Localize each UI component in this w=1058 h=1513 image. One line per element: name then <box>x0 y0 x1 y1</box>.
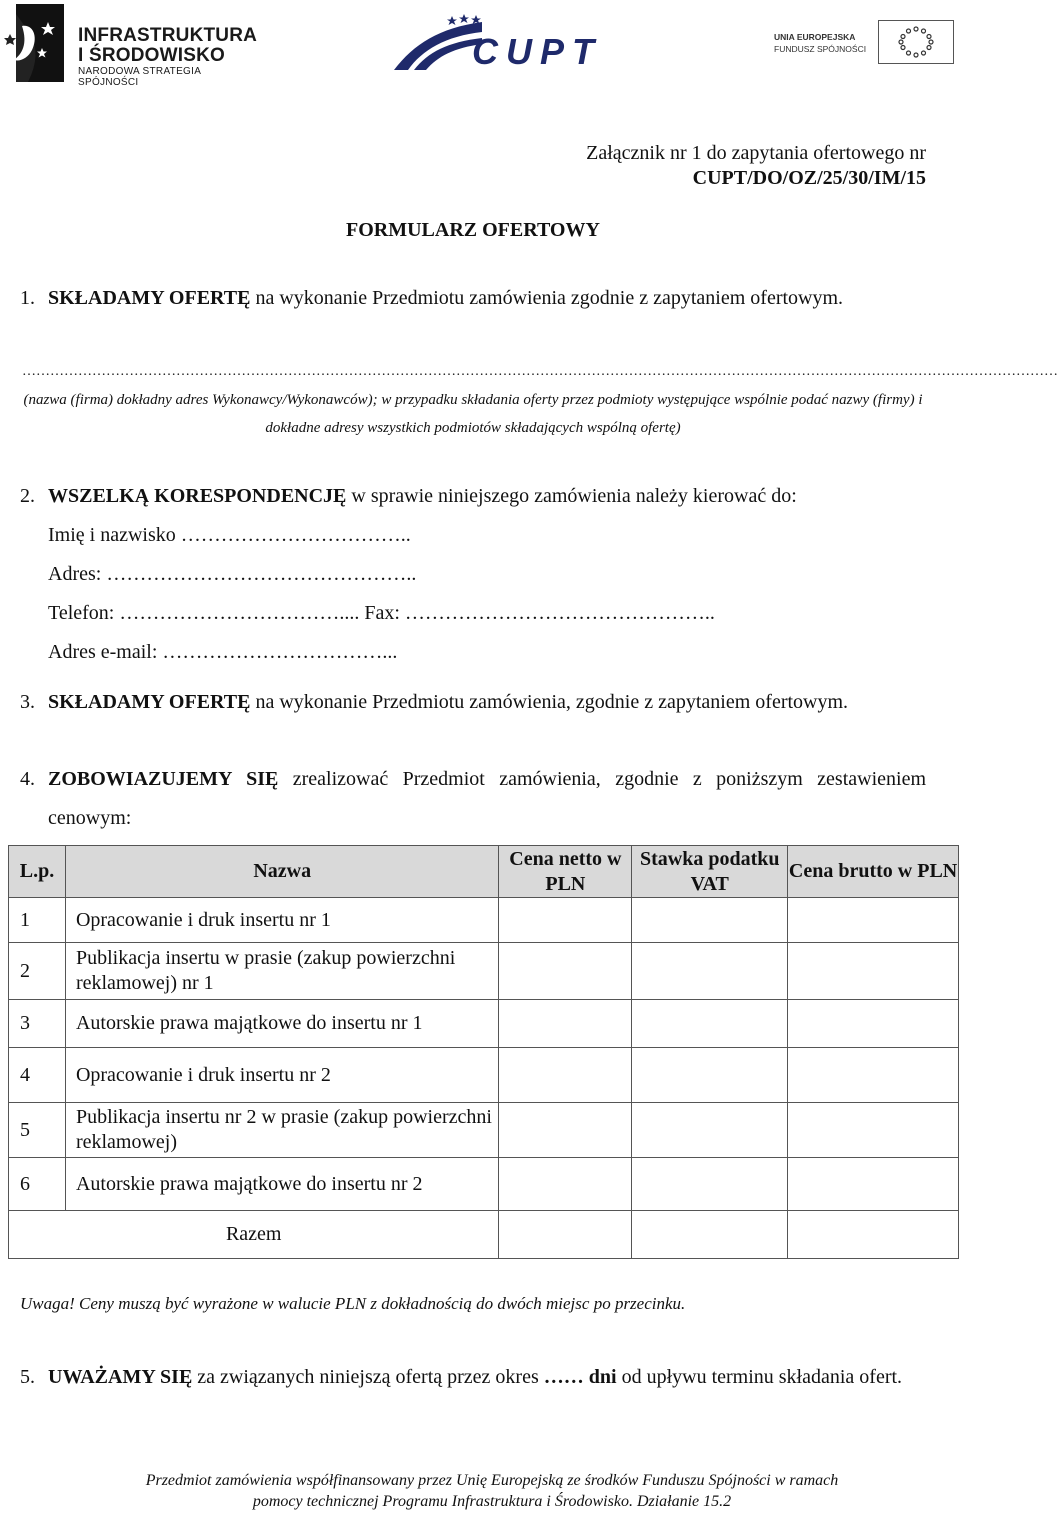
section-3-heading: SKŁADAMY OFERTĘ <box>48 691 251 713</box>
total-net-price-cell[interactable] <box>499 1211 632 1259</box>
attachment-reference-number: CUPT/DO/OZ/25/30/IM/15 <box>692 167 926 189</box>
row-name: Publikacja insertu nr 2 w prasie (zakup powierzchni reklamowej) <box>65 1103 498 1158</box>
section-5-text-1: za związanych niniejszą ofertą przez okres <box>192 1366 544 1388</box>
eu-logo <box>770 20 956 66</box>
section-1-text: na wykonanie Przedmiotu zamówienia zgodnie z zapytaniem ofertowym. <box>250 287 844 309</box>
total-vat-rate-cell[interactable] <box>632 1211 788 1259</box>
section-4-number: 4. <box>20 768 35 790</box>
total-label: Razem <box>9 1211 499 1259</box>
email-field[interactable]: Adres e-mail: ……………………………... <box>48 641 398 663</box>
eu-flag-icon <box>878 20 954 64</box>
validity-days-field[interactable]: …… dni <box>543 1366 617 1388</box>
header-vat-rate: Stawka podatku VAT <box>632 846 788 898</box>
header-gross-price: Cena brutto w PLN <box>788 846 959 898</box>
attachment-line1: Załącznik nr 1 do zapytania ofertowego nr <box>586 142 926 164</box>
section-4 <box>20 760 926 838</box>
vat-rate-cell[interactable] <box>632 943 788 1000</box>
cupt-logo-text: CUPT <box>472 31 602 72</box>
price-table-header-row <box>9 846 959 898</box>
section-5-heading: UWAŻAMY SIĘ <box>48 1366 193 1388</box>
price-table <box>8 845 959 1259</box>
footer-line2: pomocy technicznej Programu Infrastruktura i Środowisko. Działanie 15.2 <box>252 1493 732 1510</box>
row-name: Publikacja insertu w prasie (zakup powierzchni reklamowej) nr 1 <box>65 943 498 1000</box>
net-price-cell[interactable] <box>499 1048 632 1103</box>
cupt-swoosh-icon <box>394 14 484 72</box>
vat-rate-cell[interactable] <box>632 1000 788 1048</box>
price-currency-warning: Uwaga! Ceny muszą być wyrażone w walucie PLN z dokładnością do dwóch miejsc po przecinku. <box>20 1294 686 1313</box>
section-3-number: 3. <box>20 691 35 713</box>
attachment-reference <box>586 141 926 191</box>
section-1 <box>20 279 926 318</box>
bidder-name-fill-line[interactable]: …………………………………………………………………………………………………………………………………………………………………………………………………… <box>22 364 1058 379</box>
address-field[interactable]: Adres: ……………………………………….. <box>48 563 417 585</box>
infrastruktura-logo-line3: NARODOWA STRATEGIA SPÓJNOŚCI <box>78 66 201 88</box>
infrastruktura-logo-line1: INFRASTRUKTURA <box>78 25 258 46</box>
header-lp: L.p. <box>9 846 66 898</box>
table-row <box>9 1000 959 1048</box>
row-name: Opracowanie i druk insertu nr 1 <box>65 898 498 943</box>
section-2-text: w sprawie niniejszego zamówienia należy kierować do: <box>346 485 797 507</box>
section-1-number: 1. <box>20 287 35 309</box>
gross-price-cell[interactable] <box>788 1103 959 1158</box>
row-number: 5 <box>9 1103 66 1158</box>
row-number: 6 <box>9 1158 66 1211</box>
vat-rate-cell[interactable] <box>632 898 788 943</box>
section-5-text-2: od upływu terminu składania ofert. <box>616 1366 903 1388</box>
gross-price-cell[interactable] <box>788 943 959 1000</box>
row-number: 4 <box>9 1048 66 1103</box>
eu-logo-line1: UNIA EUROPEJSKA <box>774 32 856 42</box>
section-1-heading: SKŁADAMY OFERTĘ <box>48 287 251 309</box>
table-row <box>9 898 959 943</box>
section-2-heading: WSZELKĄ KORESPONDENCJĘ <box>48 485 347 507</box>
infrastruktura-logo-line2: I ŚRODOWISKO <box>78 45 226 66</box>
table-total-row <box>9 1211 959 1259</box>
row-name: Opracowanie i druk insertu nr 2 <box>65 1048 498 1103</box>
gross-price-cell[interactable] <box>788 898 959 943</box>
form-title: FORMULARZ OFERTOWY <box>346 219 600 241</box>
net-price-cell[interactable] <box>499 943 632 1000</box>
row-number: 3 <box>9 1000 66 1048</box>
vat-rate-cell[interactable] <box>632 1158 788 1211</box>
section-4-heading: ZOBOWIAZUJEMY SIĘ <box>48 768 279 790</box>
table-row <box>9 1103 959 1158</box>
vat-rate-cell[interactable] <box>632 1103 788 1158</box>
row-name: Autorskie prawa majątkowe do insertu nr 1 <box>65 1000 498 1048</box>
row-number: 2 <box>9 943 66 1000</box>
table-row <box>9 943 959 1000</box>
header-name: Nazwa <box>65 846 498 898</box>
section-2-number: 2. <box>20 485 35 507</box>
section-5-number: 5. <box>20 1366 35 1388</box>
gross-price-cell[interactable] <box>788 1000 959 1048</box>
gross-price-cell[interactable] <box>788 1048 959 1103</box>
total-gross-price-cell[interactable] <box>788 1211 959 1259</box>
section-3-text: na wykonanie Przedmiotu zamówienia, zgodnie z zapytaniem ofertowym. <box>250 691 849 713</box>
section-3 <box>20 683 926 722</box>
vat-rate-cell[interactable] <box>632 1048 788 1103</box>
bidder-name-note: (nazwa (firma) dokładny adres Wykonawcy/Wykonawców); w przypadku składania oferty przez podmioty występujące wspólnie podać nazwy (firmy) i dokładne adresy wszystkich podmiotów składających wspólną ofertę) <box>23 392 923 436</box>
infrastruktura-emblem-icon <box>8 4 68 82</box>
phone-fax-field[interactable]: Telefon: …………………………….... Fax: ……………………………………….. <box>48 602 715 624</box>
section-5 <box>20 1358 926 1397</box>
net-price-cell[interactable] <box>499 1103 632 1158</box>
eu-logo-line2: FUNDUSZ SPÓJNOŚCI <box>774 44 867 54</box>
section-4-text: zrealizować Przedmiot zamówienia, zgodnie z poniższym zestawieniem cenowym: <box>48 768 927 829</box>
section-2 <box>20 477 926 516</box>
footer-line1: Przedmiot zamówienia współfinansowany przez Unię Europejską ze środków Funduszu Spójności w ramach <box>145 1472 839 1489</box>
net-price-cell[interactable] <box>499 1158 632 1211</box>
cupt-logo <box>394 14 602 72</box>
name-field[interactable]: Imię i nazwisko …………………………….. <box>48 524 411 546</box>
table-row <box>9 1158 959 1211</box>
net-price-cell[interactable] <box>499 898 632 943</box>
funding-footer <box>40 1470 944 1512</box>
header-net-price: Cena netto w PLN <box>499 846 632 898</box>
net-price-cell[interactable] <box>499 1000 632 1048</box>
row-name: Autorskie prawa majątkowe do insertu nr 2 <box>65 1158 498 1211</box>
gross-price-cell[interactable] <box>788 1158 959 1211</box>
table-row <box>9 1048 959 1103</box>
infrastruktura-logo <box>8 4 258 88</box>
row-number: 1 <box>9 898 66 943</box>
